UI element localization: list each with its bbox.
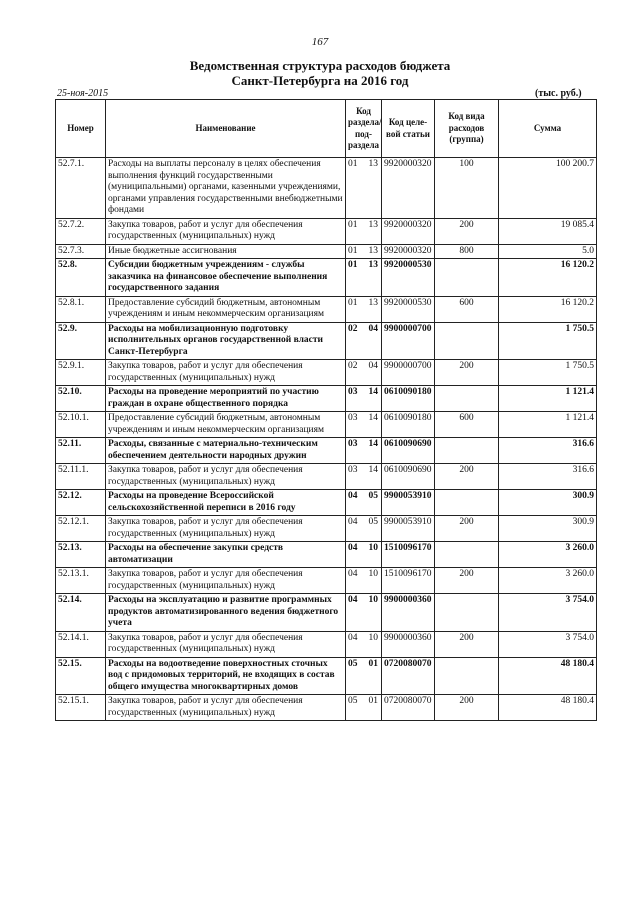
row-sum: 3 754.0 [499, 631, 597, 657]
row-stat: 9900000360 [382, 594, 435, 632]
row-name: Расходы на эксплуатацию и развитие программных продуктов автоматизированного ведения бюджетного учета [106, 594, 346, 632]
row-number: 52.14.1. [56, 631, 106, 657]
row-name: Субсидии бюджетным учреждениям - службы заказчика на финансовое обеспечение выполнения государственного задания [106, 259, 346, 297]
section-code: 04 [348, 543, 358, 553]
row-section [346, 516, 382, 542]
row-name: Расходы на выплаты персоналу в целях обеспечения выполнения функций государственными (муниципальными) органами, казенными учреждениями, органами управления государственными внебюджетными фондами [106, 158, 346, 219]
row-stat: 9900053910 [382, 490, 435, 516]
table-row [56, 360, 597, 386]
row-name: Расходы на проведение Всероссийской сельскохозяйственной переписи в 2016 году [106, 490, 346, 516]
row-number: 52.7.3. [56, 244, 106, 259]
section-code: 03 [348, 439, 358, 449]
row-section [346, 542, 382, 568]
row-number: 52.12.1. [56, 516, 106, 542]
row-stat: 1510096170 [382, 568, 435, 594]
section-code: 02 [348, 361, 358, 371]
subsection-code: 14 [368, 413, 378, 423]
title-line-1: Ведомственная структура расходов бюджета [189, 58, 451, 73]
row-sum: 3 260.0 [499, 568, 597, 594]
subsection-code: 13 [368, 219, 378, 230]
row-number: 52.13. [56, 542, 106, 568]
subsection-code: 14 [368, 439, 378, 449]
row-vid: 600 [435, 296, 499, 322]
row-number: 52.13.1. [56, 568, 106, 594]
row-vid [435, 490, 499, 516]
header-stat: Код целе-вой статьи [382, 100, 435, 158]
row-stat: 9900000700 [382, 360, 435, 386]
row-stat: 9920000320 [382, 158, 435, 219]
subsection-code: 05 [368, 491, 378, 501]
row-sum: 100 200.7 [499, 158, 597, 219]
row-sum: 48 180.4 [499, 657, 597, 695]
row-sum: 16 120.2 [499, 259, 597, 297]
subsection-code: 10 [368, 543, 378, 553]
budget-table [55, 99, 597, 721]
row-sum: 316.6 [499, 464, 597, 490]
row-sum: 3 260.0 [499, 542, 597, 568]
row-vid: 200 [435, 695, 499, 721]
section-code: 01 [348, 297, 358, 308]
row-vid: 600 [435, 412, 499, 438]
row-stat: 9900053910 [382, 516, 435, 542]
row-section [346, 657, 382, 695]
row-number: 52.15. [56, 657, 106, 695]
row-number: 52.10.1. [56, 412, 106, 438]
section-code: 01 [348, 245, 358, 256]
row-sum: 300.9 [499, 490, 597, 516]
row-section [346, 386, 382, 412]
row-vid [435, 322, 499, 360]
page-title [0, 58, 640, 88]
row-vid [435, 259, 499, 297]
row-stat: 9920000320 [382, 218, 435, 244]
row-vid: 800 [435, 244, 499, 259]
table-row [56, 516, 597, 542]
row-section [346, 568, 382, 594]
row-vid [435, 386, 499, 412]
row-vid [435, 657, 499, 695]
row-sum: 3 754.0 [499, 594, 597, 632]
row-section [346, 360, 382, 386]
document-date: 25-ноя-2015 [57, 88, 109, 99]
row-name: Расходы на обеспечение закупки средств автоматизации [106, 542, 346, 568]
row-vid: 200 [435, 516, 499, 542]
section-code: 03 [348, 413, 358, 423]
section-code: 01 [348, 159, 358, 169]
subsection-code: 10 [368, 632, 378, 643]
header-name: Наименование [106, 100, 346, 158]
row-name: Закупка товаров, работ и услуг для обеспечения государственных (муниципальных) нужд [106, 695, 346, 721]
table-row [56, 568, 597, 594]
section-code: 04 [348, 569, 358, 579]
table-header-row [56, 100, 597, 158]
row-section [346, 244, 382, 259]
row-name: Иные бюджетные ассигнования [106, 244, 346, 259]
row-stat: 9920000530 [382, 259, 435, 297]
row-number: 52.11.1. [56, 464, 106, 490]
row-sum: 300.9 [499, 516, 597, 542]
row-section [346, 158, 382, 219]
row-name: Расходы, связанные с материально-техническим обеспечением деятельности народных дружин [106, 438, 346, 464]
row-section [346, 464, 382, 490]
header-section: Код раздела/ под-раздела [346, 100, 382, 158]
table-body [56, 158, 597, 721]
row-sum: 1 750.5 [499, 322, 597, 360]
table-row [56, 657, 597, 695]
row-number: 52.9. [56, 322, 106, 360]
row-vid: 200 [435, 464, 499, 490]
row-number: 52.9.1. [56, 360, 106, 386]
row-section [346, 322, 382, 360]
row-section [346, 631, 382, 657]
subsection-code: 04 [368, 323, 378, 334]
row-name: Предоставление субсидий бюджетным, автономным учреждениям и иным некоммерческим организациям [106, 296, 346, 322]
row-vid [435, 438, 499, 464]
section-code: 04 [348, 632, 358, 643]
table-row [56, 542, 597, 568]
row-name: Расходы на мобилизационную подготовку исполнительных органов государственной власти Санкт-Петербурга [106, 322, 346, 360]
row-name: Закупка товаров, работ и услуг для обеспечения государственных (муниципальных) нужд [106, 568, 346, 594]
row-name: Закупка товаров, работ и услуг для обеспечения государственных (муниципальных) нужд [106, 218, 346, 244]
table-row [56, 631, 597, 657]
row-section [346, 438, 382, 464]
row-number: 52.7.1. [56, 158, 106, 219]
row-section [346, 695, 382, 721]
row-vid: 200 [435, 360, 499, 386]
row-sum: 316.6 [499, 438, 597, 464]
subsection-code: 05 [368, 517, 378, 527]
row-stat: 9920000320 [382, 244, 435, 259]
row-section [346, 412, 382, 438]
row-sum: 1 121.4 [499, 412, 597, 438]
row-vid: 200 [435, 568, 499, 594]
row-number: 52.8.1. [56, 296, 106, 322]
subsection-code: 14 [368, 465, 378, 475]
row-name: Расходы на водоотведение поверхностных сточных вод с придомовых территорий, не входящих в состав общего имущества многоквартирных домов [106, 657, 346, 695]
row-vid [435, 594, 499, 632]
row-name: Закупка товаров, работ и услуг для обеспечения государственных (муниципальных) нужд [106, 516, 346, 542]
subsection-code: 13 [368, 260, 378, 270]
subsection-code: 04 [368, 361, 378, 371]
table-row [56, 695, 597, 721]
section-code: 01 [348, 260, 358, 270]
row-name: Закупка товаров, работ и услуг для обеспечения государственных (муниципальных) нужд [106, 360, 346, 386]
row-stat: 9900000360 [382, 631, 435, 657]
row-sum: 5.0 [499, 244, 597, 259]
row-section [346, 218, 382, 244]
section-code: 03 [348, 465, 358, 475]
row-sum: 1 121.4 [499, 386, 597, 412]
table-row [56, 412, 597, 438]
row-sum: 16 120.2 [499, 296, 597, 322]
subsection-code: 01 [368, 658, 378, 669]
row-name: Расходы на проведение мероприятий по участию граждан в охране общественного порядка [106, 386, 346, 412]
row-vid: 100 [435, 158, 499, 219]
table-row [56, 259, 597, 297]
row-sum: 19 085.4 [499, 218, 597, 244]
row-stat: 0610090180 [382, 412, 435, 438]
section-code: 04 [348, 491, 358, 501]
subsection-code: 13 [368, 245, 378, 256]
row-sum: 48 180.4 [499, 695, 597, 721]
units-label: (тыс. руб.) [535, 88, 582, 99]
row-stat: 9920000530 [382, 296, 435, 322]
subsection-code: 13 [368, 297, 378, 308]
row-section [346, 259, 382, 297]
row-vid: 200 [435, 631, 499, 657]
row-vid: 200 [435, 218, 499, 244]
row-number: 52.12. [56, 490, 106, 516]
row-stat: 1510096170 [382, 542, 435, 568]
row-section [346, 490, 382, 516]
header-vid: Код вида расходов (группа) [435, 100, 499, 158]
section-code: 01 [348, 219, 358, 230]
section-code: 03 [348, 387, 358, 397]
section-code: 05 [348, 696, 358, 706]
subsection-code: 14 [368, 387, 378, 397]
title-line-2: Санкт-Петербурга на 2016 год [231, 73, 409, 88]
row-stat: 0720080070 [382, 695, 435, 721]
row-name: Предоставление субсидий бюджетным, автономным учреждениям и иным некоммерческим организациям [106, 412, 346, 438]
row-section [346, 296, 382, 322]
table-row [56, 158, 597, 219]
subsection-code: 13 [368, 159, 378, 169]
row-number: 52.7.2. [56, 218, 106, 244]
subsection-code: 10 [368, 569, 378, 579]
row-sum: 1 750.5 [499, 360, 597, 386]
table-row [56, 594, 597, 632]
table-row [56, 464, 597, 490]
table-row [56, 296, 597, 322]
row-stat: 9900000700 [382, 322, 435, 360]
row-number: 52.8. [56, 259, 106, 297]
section-code: 02 [348, 323, 358, 334]
row-stat: 0610090690 [382, 464, 435, 490]
row-number: 52.15.1. [56, 695, 106, 721]
row-vid [435, 542, 499, 568]
row-name: Закупка товаров, работ и услуг для обеспечения государственных (муниципальных) нужд [106, 464, 346, 490]
row-stat: 0720080070 [382, 657, 435, 695]
row-name: Закупка товаров, работ и услуг для обеспечения государственных (муниципальных) нужд [106, 631, 346, 657]
header-number: Номер [56, 100, 106, 158]
page-number: 167 [311, 36, 329, 48]
row-number: 52.14. [56, 594, 106, 632]
row-stat: 0610090690 [382, 438, 435, 464]
row-section [346, 594, 382, 632]
subsection-code: 10 [368, 595, 378, 605]
table-row [56, 386, 597, 412]
table-row [56, 490, 597, 516]
table-row [56, 322, 597, 360]
row-stat: 0610090180 [382, 386, 435, 412]
header-sum: Сумма [499, 100, 597, 158]
section-code: 04 [348, 595, 358, 605]
row-number: 52.11. [56, 438, 106, 464]
table-row [56, 244, 597, 259]
table-row [56, 438, 597, 464]
row-number: 52.10. [56, 386, 106, 412]
subsection-code: 01 [368, 696, 378, 706]
section-code: 05 [348, 658, 358, 669]
section-code: 04 [348, 517, 358, 527]
table-row [56, 218, 597, 244]
